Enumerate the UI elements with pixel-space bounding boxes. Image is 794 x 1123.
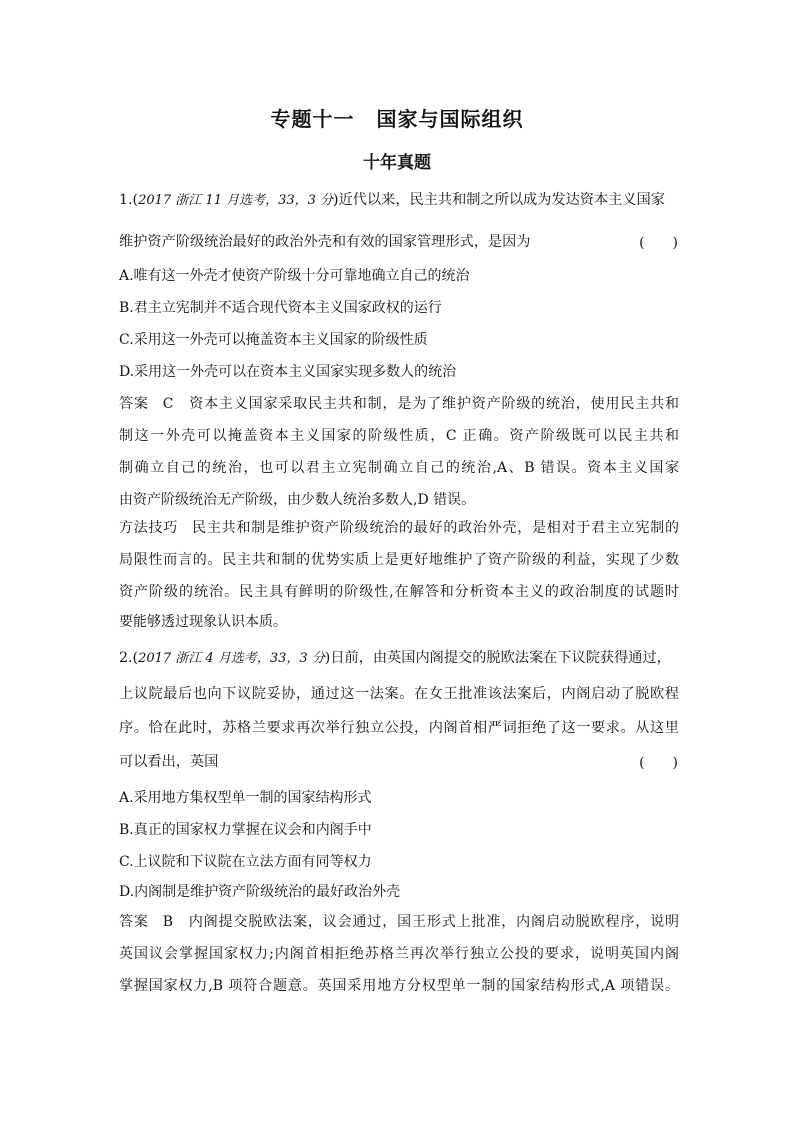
- q2-number: 2.(: [119, 650, 139, 666]
- q2-answer-blank: ( ): [639, 755, 678, 771]
- q2-option-c: C.上议院和下议院在立法方面有同等权力: [119, 854, 372, 870]
- q1-number: 1.(: [119, 192, 139, 208]
- q1-method-label: 方法技巧: [119, 520, 179, 536]
- q1-source: 2017 浙江 11 月选考，33，3 分: [138, 193, 334, 208]
- q1-option-a: A.唯有这一外壳才使资产阶级十分可靠地确立自己的统治: [119, 268, 470, 284]
- q2-answer-text-1: B 内阁提交脱欧法案，议会通过，国王形式上批准，内阁启动脱欧程序，说明: [162, 914, 679, 930]
- q2-stem-line-3: 序。恰在此时，苏格兰要求再次举行独立公投，内阁首相严词拒绝了这一要求。从这里: [119, 720, 679, 736]
- q1-option-c: C.采用这一外壳可以掩盖资本主义国家的阶级性质: [119, 332, 428, 348]
- q1-stem-text-1: )近代以来，民主共和制之所以成为发达资本主义国家: [333, 192, 665, 208]
- q2-source: 2017 浙江 4 月选考，33，3 分: [138, 651, 325, 666]
- q2-option-d: D.内阁制是维护资产阶级统治的最好政治外壳: [119, 884, 401, 900]
- q1-method-line-2: 局限性而言的。民主共和制的优势实质上是更好地维护了资产阶级的利益，实现了少数: [119, 552, 679, 568]
- q1-answer-label: 答案: [119, 396, 149, 412]
- q1-option-b: B.君主立宪制并不适合现代资本主义国家政权的运行: [119, 300, 442, 316]
- q1-stem-line-2: 维护资产阶级统治最好的政治外壳和有效的国家管理形式，是因为: [119, 234, 531, 250]
- q2-stem-text-1: )日前，由英国内阁提交的脱欧法案在下议院获得通过，: [324, 650, 671, 666]
- q2-stem-line-4: 可以看出，英国: [119, 754, 219, 770]
- q2-stem-line-2: 上议院最后也向下议院妥协，通过这一法案。在女王批准该法案后，内阁启动了脱欧程: [119, 686, 679, 702]
- q2-answer-line-3: 掌握国家权力,B 项符合题意。英国采用地方分权型单一制的国家结构形式,A 项错误。: [119, 978, 679, 994]
- q1-method-line-4: 要能够透过现象认识本质。: [119, 614, 287, 630]
- q2-answer-line-1: [119, 912, 679, 932]
- q1-answer-blank: ( ): [639, 235, 678, 251]
- q1-answer-line-4: 由资产阶级统治无产阶级，由少数人统治多数人,D 错误。: [119, 492, 476, 508]
- section-subtitle: 十年真题: [363, 153, 431, 173]
- q1-answer-text-1: C 资本主义国家采取民主共和制，是为了维护资产阶级的统治，使用民主共和: [162, 396, 680, 412]
- q2-answer-line-2: 英国议会掌握国家权力;内阁首相拒绝苏格兰再次举行独立公投的要求，说明英国内阁: [119, 946, 679, 962]
- q1-answer-line-3: 制确立自己的统治，也可以君主立宪制确立自己的统治,A、B 错误。资本主义国家: [119, 460, 679, 476]
- title-topic-name: 国家与国际组织: [376, 107, 524, 131]
- q2-answer-label: 答案: [119, 914, 149, 930]
- q2-option-a: A.采用地方集权型单一制的国家结构形式: [119, 790, 372, 806]
- q2-option-b: B.真正的国家权力掌握在议会和内阁手中: [119, 822, 372, 838]
- q1-answer-line-1: [119, 394, 679, 414]
- q1-answer-line-2: 制这一外壳可以掩盖资本主义国家的阶级性质，C 正确。资产阶级既可以民主共和: [119, 428, 679, 444]
- page-title: [0, 103, 794, 132]
- q2-stem-line-1: [119, 648, 679, 669]
- q1-method-line-1: [119, 518, 679, 538]
- q1-method-text-1: 民主共和制是维护资产阶级统治的最好的政治外壳，是相对于君主立宪制的: [192, 520, 680, 536]
- title-topic-number: 专题十一: [270, 107, 355, 131]
- q1-stem-line-1: [119, 190, 679, 211]
- q1-option-d: D.采用这一外壳可以在资本主义国家实现多数人的统治: [119, 364, 457, 380]
- q1-method-line-3: 资产阶级的统治。民主具有鲜明的阶级性,在解答和分析资本主义的政治制度的试题时: [119, 584, 679, 600]
